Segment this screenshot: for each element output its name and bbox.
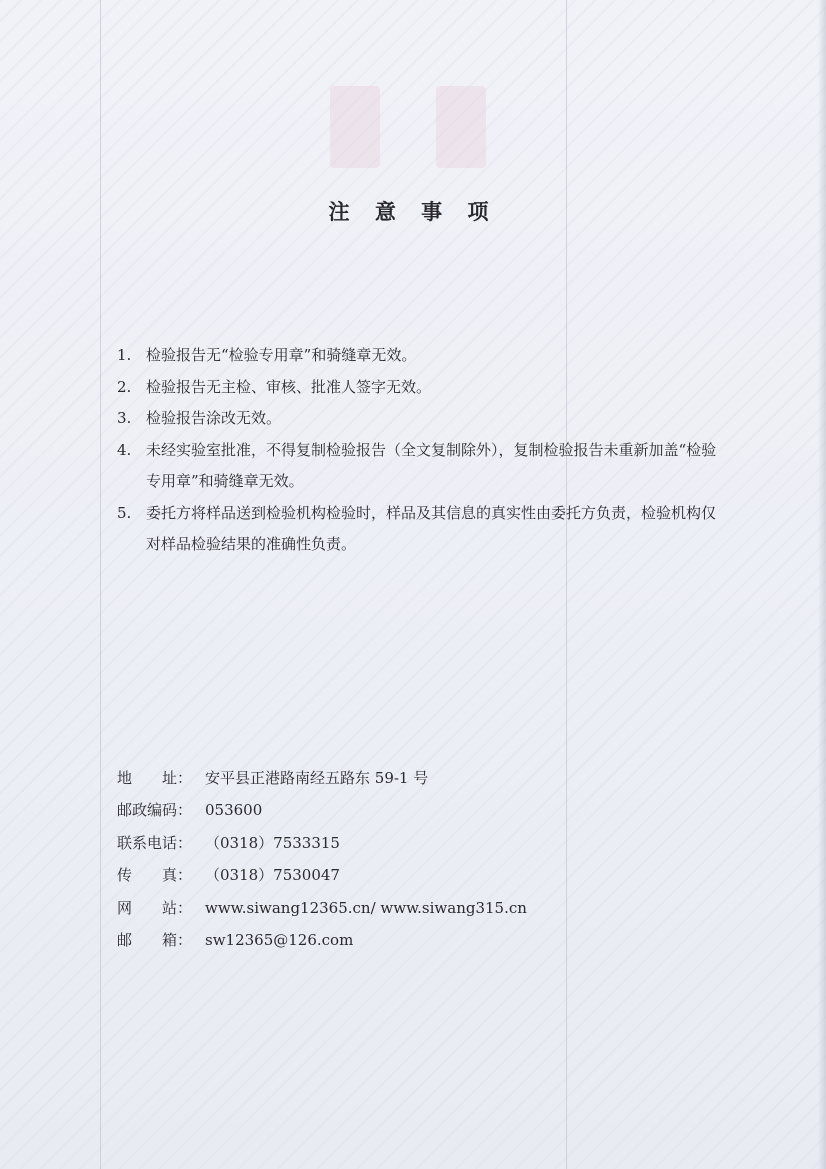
note-item: [117, 403, 717, 435]
fold-line-left: [100, 0, 101, 1169]
contact-info: [117, 762, 617, 956]
contact-label: 联系电话：: [117, 833, 193, 852]
note-text: 委托方将样品送到检验机构检验时，样品及其信息的真实性由委托方负责，检验机构仅对样品检验结果的准确性负责。: [146, 503, 717, 553]
note-number: 1.: [117, 346, 132, 364]
contact-phone: [117, 827, 617, 859]
note-number: 3.: [117, 409, 132, 427]
note-item: [117, 340, 717, 372]
contact-label: 邮政编码：: [117, 801, 193, 820]
page-edge-shadow: [818, 0, 826, 1169]
note-number: 4.: [117, 440, 132, 459]
note-text: 检验报告无主检、审核、批准人签字无效。: [146, 377, 432, 396]
note-item: [117, 435, 717, 498]
contact-address: [117, 762, 617, 794]
website-value: www.siwang12365.cn/ www.siwang315.cn: [205, 898, 527, 917]
page-title: 注 意 事 项: [328, 199, 498, 224]
note-number: 2.: [117, 377, 132, 396]
phone-value: （0318）7533315: [205, 833, 340, 852]
note-number: 5.: [117, 503, 132, 522]
note-item: [117, 372, 717, 404]
address-value: 安平县正港路南经五路东 59-1 号: [205, 769, 429, 787]
contact-label: 地 址：: [117, 769, 193, 787]
notes-list: [117, 340, 717, 561]
note-text: 检验报告无“检验专用章”和骑缝章无效。: [146, 346, 417, 364]
contact-website: [117, 892, 617, 924]
contact-label: 网 站：: [117, 898, 193, 917]
fold-line-right: [566, 0, 567, 1169]
contact-fax: [117, 859, 617, 891]
contact-label: 传 真：: [117, 866, 193, 885]
contact-label: 邮 箱：: [117, 930, 193, 949]
seal-bleed-mark: [436, 86, 486, 168]
contact-postcode: [117, 794, 617, 826]
email-value: sw12365@126.com: [205, 930, 354, 949]
seal-bleed-mark: [330, 86, 380, 168]
contact-email: [117, 924, 617, 956]
note-text: 检验报告涂改无效。: [146, 409, 282, 427]
note-text: 未经实验室批准，不得复制检验报告（全文复制除外），复制检验报告未重新加盖“检验专用章”和骑缝章无效。: [146, 440, 717, 490]
postcode-value: 053600: [205, 801, 263, 820]
note-item: [117, 498, 717, 561]
fax-value: （0318）7530047: [205, 866, 340, 885]
